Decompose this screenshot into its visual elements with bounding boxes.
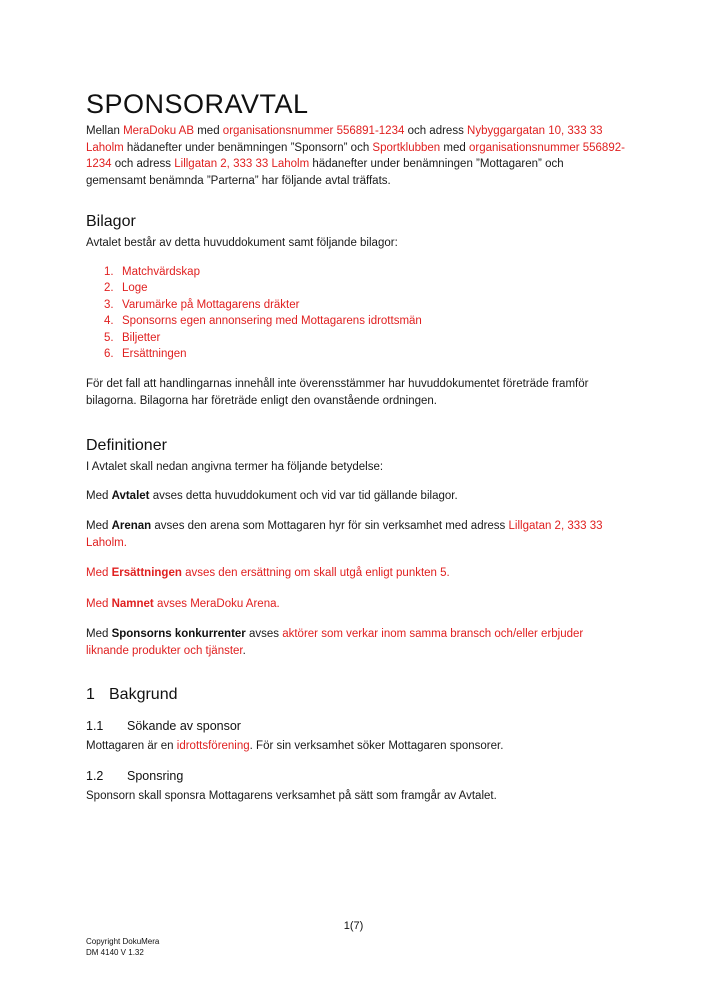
definition-namnet	[86, 596, 626, 613]
bilaga-item	[86, 346, 626, 363]
club-address-field: Lillgatan 2, 333 33 Laholm	[174, 158, 310, 170]
definition-text: avses	[245, 628, 283, 641]
definition-konkurrenter	[86, 626, 626, 659]
definitioner-lead: I Avtalet skall nedan angivna termer ha följande betydelse:	[86, 461, 384, 474]
bilaga-label: Biljetter	[122, 331, 161, 344]
bilagor-list	[86, 264, 626, 364]
section-title: Sponsring	[127, 768, 184, 783]
document-title: SPONSORAVTAL	[86, 89, 309, 119]
intro-text: hädanefter under benämningen ”Mottagaren” och gemensamt benämnda ”Parterna” har följande avtal träffats.	[86, 158, 564, 187]
bilaga-item	[86, 313, 626, 330]
club-org-number-field: organisationsnummer 556892-1234	[86, 141, 625, 170]
definition-text: Med	[86, 520, 112, 533]
competitors-field: aktörer som verkar inom samma bransch och/eller erbjuder liknande produkter och tjänster	[86, 628, 584, 657]
section-1-2-heading	[86, 768, 626, 784]
arena-address-field: Lillgatan 2, 333 33 Laholm.	[86, 520, 603, 549]
definition-term: Ersättningen	[111, 567, 182, 580]
sponsor-name-field: MeraDoku AB	[123, 125, 195, 137]
definition-text: avses den ersättning om skall utgå enligt punkten 5.	[181, 567, 450, 580]
bilaga-item	[86, 264, 626, 281]
bilaga-number: 4.	[104, 315, 114, 328]
sponsor-org-number-field: organisationsnummer 556891-1234	[222, 125, 405, 137]
bilaga-number: 5.	[104, 331, 114, 344]
definition-text: avses den arena som Mottagaren hyr för sin verksamhet med adress	[151, 520, 509, 533]
definition-term: Namnet	[111, 597, 154, 610]
bilaga-item	[86, 280, 626, 297]
bilaga-label: Loge	[122, 282, 148, 295]
intro-text: hädanefter under benämningen ”Sponsorn” och	[123, 141, 373, 154]
definition-text: Med	[86, 567, 112, 580]
definition-term: Avtalet	[111, 489, 150, 502]
intro-text: och adress	[111, 158, 175, 170]
bilaga-label: Matchvärdskap	[122, 265, 200, 278]
bilaga-item	[86, 297, 626, 314]
organization-type-field: idrottsförening	[176, 740, 250, 753]
bilaga-number: 3.	[104, 298, 114, 311]
bilaga-label: Varumärke på Mottagarens dräkter	[122, 298, 300, 311]
section-number: 1	[86, 686, 95, 704]
document-version: DM 4140 V 1.32	[86, 947, 144, 957]
definition-text: Med	[86, 597, 112, 610]
footer-copyright	[86, 937, 159, 958]
definition-term: Arenan	[111, 520, 152, 533]
section-title: Bakgrund	[109, 686, 178, 704]
intro-paragraph	[86, 123, 626, 189]
body-text: Mottagaren är en	[86, 740, 177, 753]
page-number: 1(7)	[343, 920, 364, 932]
definition-text: avses MeraDoku Arena.	[153, 597, 280, 610]
bilaga-number: 1.	[104, 265, 114, 278]
intro-text: och adress	[404, 125, 468, 137]
section-1-1-text	[86, 738, 626, 755]
intro-text: med	[440, 141, 469, 154]
intro-text: med	[194, 125, 223, 137]
section-1-1-heading	[86, 718, 626, 734]
definition-avtalet	[86, 488, 626, 505]
bilaga-label: Sponsorns egen annonsering med Mottagarens idrottsmän	[122, 315, 422, 328]
document-body	[86, 88, 626, 804]
definition-text: Med	[86, 489, 112, 502]
section-1-heading	[86, 685, 626, 705]
definitioner-heading: Definitioner	[86, 437, 167, 455]
sponsor-address-field: Nybyggargatan 10, 333 33 Laholm	[86, 125, 603, 154]
definition-arenan	[86, 518, 626, 551]
club-name-field: Sportklubben	[372, 141, 441, 154]
bilaga-number: 2.	[104, 282, 114, 295]
intro-text: Mellan	[86, 125, 124, 137]
body-text: . För sin verksamhet söker Mottagaren sponsorer.	[249, 740, 504, 753]
bilaga-number: 6.	[104, 348, 114, 361]
definition-text: avses detta huvuddokument och vid var tid gällande bilagor.	[149, 489, 458, 502]
bilagor-heading: Bilagor	[86, 213, 136, 230]
definition-ersattningen	[86, 565, 626, 582]
definition-text: .	[242, 644, 246, 657]
bilaga-item	[86, 330, 626, 347]
definition-term: Sponsorns konkurrenter	[111, 628, 246, 641]
section-number: 1.1	[86, 719, 104, 734]
copyright-text: Copyright DokuMera	[86, 937, 160, 946]
bilagor-precedence-note: För det fall att handlingarnas innehåll inte överensstämmer har huvuddokumentet företräde framför bilagorna. Bilagorna har företräde enligt den ovanstående ordningen.	[86, 378, 589, 407]
definition-text: Med	[86, 628, 112, 641]
section-1-2-text: Sponsorn skall sponsra Mottagarens verksamhet på sätt som framgår av Avtalet.	[86, 789, 497, 802]
section-title: Sökande av sponsor	[127, 719, 241, 734]
section-number: 1.2	[86, 768, 104, 783]
bilagor-lead: Avtalet består av detta huvuddokument samt följande bilagor:	[86, 237, 398, 249]
bilaga-label: Ersättningen	[122, 348, 187, 361]
